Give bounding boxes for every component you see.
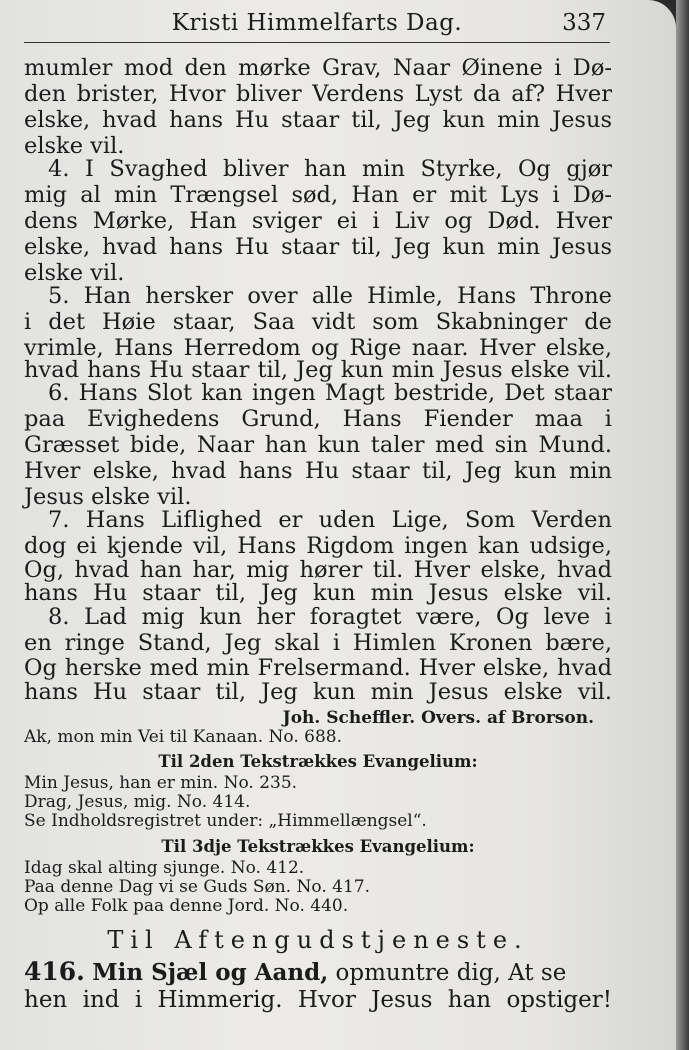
hymn-reference: Ak, mon min Vei til Kanaan. No. 688. <box>24 727 343 747</box>
hymn-first-words: Min Sjæl og Aand, <box>92 959 329 986</box>
running-header <box>24 8 610 43</box>
page-number: 337 <box>562 10 606 36</box>
reference-line: Min Jesus, han er min. No. 235. <box>24 773 298 793</box>
verse-8-start: 8. Lad mig kun her foragtet være, Og leve i <box>48 604 612 630</box>
text-line: elske, hvad hans Hu staar til, Jeg kun min Jesus <box>24 107 612 133</box>
text-line: hvad hans Hu staar til, Jeg kun min Jesus elske vil. <box>24 357 612 383</box>
reference-line: Se Indholdsregistret under: „Himmellængsel“. <box>24 811 427 831</box>
text-line: den brister, Hvor bliver Verdens Lyst da af? Hver <box>24 81 612 107</box>
text-line: dens Mørke, Han sviger ei i Liv og Død. Hver <box>24 208 612 234</box>
author-attribution: Joh. Scheffler. Overs. af Brorson. <box>282 708 594 728</box>
hymn-number: 416. <box>24 957 85 986</box>
evening-service-heading: Til Aftengudstjeneste. <box>107 926 529 954</box>
page-title: Kristi Himmelfarts Dag. <box>171 10 463 36</box>
section-heading-3rd-gospel: Til 3dje Tekstrækkes Evangelium: <box>161 837 475 856</box>
hymn-416-line-1 <box>24 958 612 987</box>
verse-5-start: 5. Han hersker over alle Himle, Hans Throne <box>48 283 612 309</box>
text-line: hans Hu staar til, Jeg kun min Jesus elske vil. <box>24 580 612 606</box>
text-line: Græsset bide, Naar han kun taler med sin Mund. <box>24 432 612 458</box>
reference-line: Drag, Jesus, mig. No. 414. <box>24 792 251 812</box>
text-line: Hver elske, hvad hans Hu staar til, Jeg kun min <box>24 458 612 484</box>
text-line: Og, hvad han har, mig hører til. Hver elske, hvad <box>24 557 612 583</box>
reference-line: Idag skal alting sjunge. No. 412. <box>24 858 305 878</box>
text-line: Og herske med min Frelsermand. Hver elske, hvad <box>24 655 612 681</box>
page-edge-shadow <box>676 0 689 1050</box>
text-line: Jesus elske vil. <box>24 484 192 510</box>
text-line: dog ei kjende vil, Hans Rigdom ingen kan udsige, <box>24 533 612 559</box>
hymn-416-line-2: hen ind i Himmerig. Hvor Jesus han opstiger! <box>24 987 612 1013</box>
text-line: hans Hu staar til, Jeg kun min Jesus elske vil. <box>24 679 612 705</box>
text-line: i det Høie staar, Saa vidt som Skabninger de <box>24 309 612 335</box>
text-line: mumler mod den mørke Grav, Naar Øinene i Dø- <box>24 55 612 81</box>
text-line: elske, hvad hans Hu staar til, Jeg kun min Jesus <box>24 234 612 260</box>
hymn-line-rest: opmuntre dig, At se <box>335 960 567 986</box>
text-line: mig al min Trængsel sød, Han er mit Lys i Dø- <box>24 182 612 208</box>
verse-7-start: 7. Hans Liflighed er uden Lige, Som Verden <box>48 507 612 533</box>
verse-4-start: 4. I Svaghed bliver han min Styrke, Og gjør <box>48 156 612 182</box>
section-heading-2nd-gospel: Til 2den Tekstrækkes Evangelium: <box>158 752 478 771</box>
text-line: en ringe Stand, Jeg skal i Himlen Kronen bære, <box>24 630 612 656</box>
text-line: vrimle, Hans Herredom og Rige naar. Hver elske, <box>24 335 612 361</box>
reference-line: Op alle Folk paa denne Jord. No. 440. <box>24 896 349 916</box>
text-line: elske vil. <box>24 133 125 159</box>
text-line: paa Evighedens Grund, Hans Fiender maa i <box>24 406 612 432</box>
reference-line: Paa denne Dag vi se Guds Søn. No. 417. <box>24 877 370 897</box>
text-line: elske vil. <box>24 260 125 286</box>
verse-6-start: 6. Hans Slot kan ingen Magt bestride, Det staar <box>48 380 612 406</box>
